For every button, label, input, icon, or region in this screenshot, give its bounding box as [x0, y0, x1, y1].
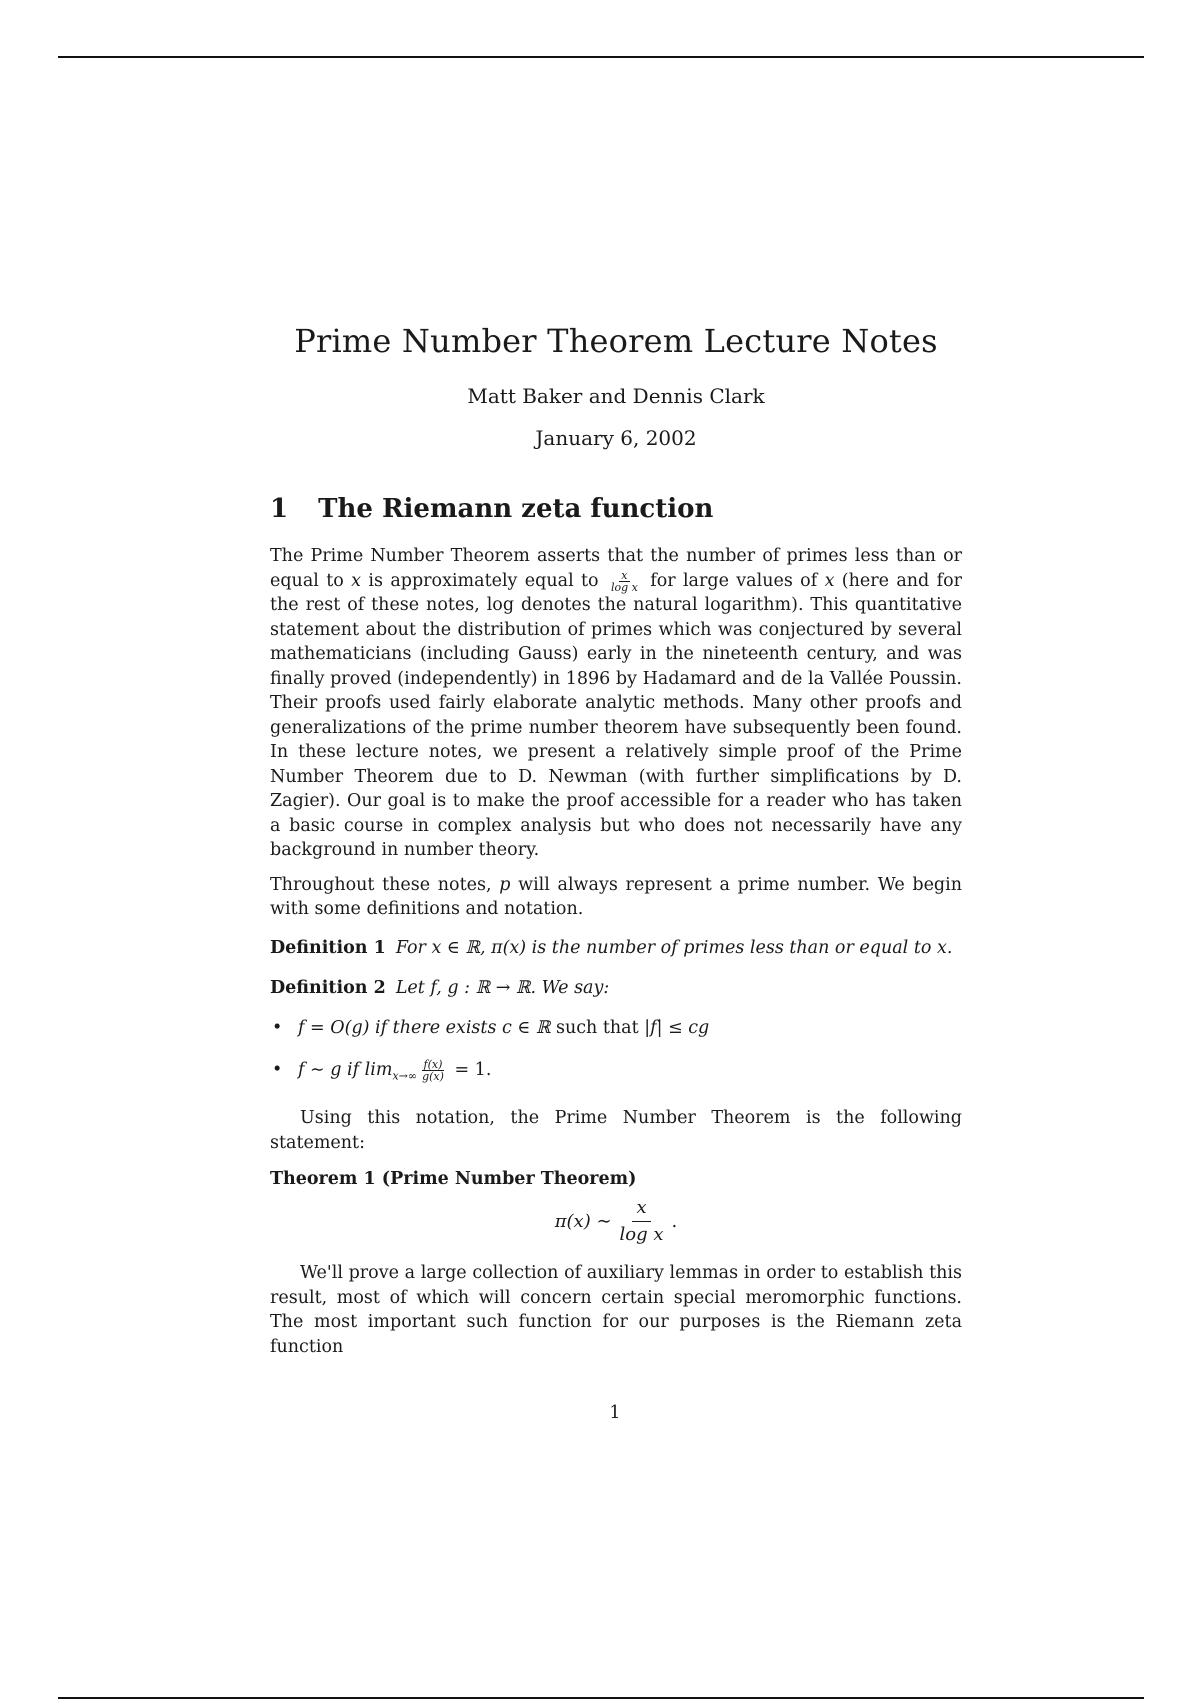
theorem-label: Theorem 1 (Prime Number Theorem): [270, 1169, 637, 1189]
inline-fraction: [420, 1059, 446, 1082]
section-title: The Riemann zeta function: [318, 494, 714, 524]
fraction-denominator: g(x): [422, 1069, 444, 1083]
text-run: for large values of: [642, 570, 825, 591]
fraction-numerator: x: [632, 1197, 650, 1222]
definition-text: Let f, g : ℝ → ℝ. We say:: [395, 977, 610, 998]
display-equation: [270, 1197, 962, 1245]
document-title: Prime Number Theorem Lecture Notes: [294, 322, 938, 360]
footer-rule: [58, 1697, 1144, 1699]
section-number: 1: [270, 494, 289, 524]
text-run: Throughout these notes,: [270, 874, 500, 895]
text-run: such that: [550, 1017, 645, 1038]
fraction-numerator: x: [621, 568, 628, 582]
text-run: f ∼ g if lim: [298, 1059, 393, 1080]
equation-period: .: [671, 1210, 678, 1232]
definition-label: Definition 2: [270, 977, 386, 998]
section-heading: [270, 494, 962, 524]
paragraph-statement-intro: Using this notation, the Prime Number Theorem is the following statement:: [270, 1108, 962, 1153]
math-var-x: x: [824, 570, 835, 591]
document-date: January 6, 2002: [535, 426, 697, 450]
fraction-denominator: log x: [619, 1223, 664, 1245]
document-page: [270, 322, 962, 1369]
text-run: |f| ≤ cg: [644, 1017, 710, 1038]
header-rule: [58, 56, 1144, 58]
definition-label: Definition 1: [270, 937, 386, 958]
fraction-denominator: log x: [610, 580, 638, 594]
text-run: is approximately equal to: [361, 570, 606, 591]
paragraph-intro: [270, 544, 962, 863]
math-var-x: x: [351, 570, 362, 591]
list-item: [298, 1016, 962, 1040]
paragraph-lemmas: We'll prove a large collection of auxiliary lemmas in order to establish this result, most of which will concern certain special meromorphic functions. The most important such function for our purposes is the Riemann zeta function: [270, 1263, 962, 1357]
document-authors: Matt Baker and Dennis Clark: [467, 384, 765, 408]
page-number: 1: [609, 1403, 621, 1423]
math-var-p: p: [499, 874, 511, 895]
text-run: The Prime Number Theorem asserts that the number of primes less than or equal to: [270, 546, 962, 591]
text-run: = 1.: [448, 1059, 492, 1080]
fraction-numerator: f(x): [423, 1057, 443, 1071]
text-run: (here and for the rest of these notes, log denotes the natural logarithm). This quantitative statement about the distribution of primes which was conjectured by several mathematicians (including Gauss) early in the nineteenth century, and was finally proved (independently) in 1896 by Hadamard and de la Vallée Poussin. Their proofs used fairly elaborate analytic methods. Many other proofs and generalizations of the prime number theorem have subsequently been found. In these lecture notes, we present a relatively simple proof of the Prime Number Theorem due to D. Newman (with further simplifications by D. Zagier). Our goal is to make the proof accessible for a reader who has taken a basic course in complex analysis but who does not necessarily have any background in number theory.: [270, 570, 962, 860]
inline-fraction: [609, 570, 640, 593]
definition-2: [270, 976, 962, 1000]
definition-1: [270, 936, 962, 960]
paragraph-notation: [270, 873, 962, 922]
limit-subscript: x→∞: [392, 1069, 418, 1082]
definition-2-list: [270, 1016, 962, 1089]
display-fraction: [616, 1197, 668, 1245]
equation-lhs: π(x) ∼: [554, 1210, 612, 1232]
text-run: f = O(g) if there exists c ∈ ℝ: [298, 1017, 551, 1038]
text-run: will always represent a prime number. We begin with some definitions and notation.: [270, 874, 962, 919]
definition-text: For x ∈ ℝ, π(x) is the number of primes less than or equal to x.: [395, 937, 953, 958]
list-item: [298, 1058, 962, 1089]
